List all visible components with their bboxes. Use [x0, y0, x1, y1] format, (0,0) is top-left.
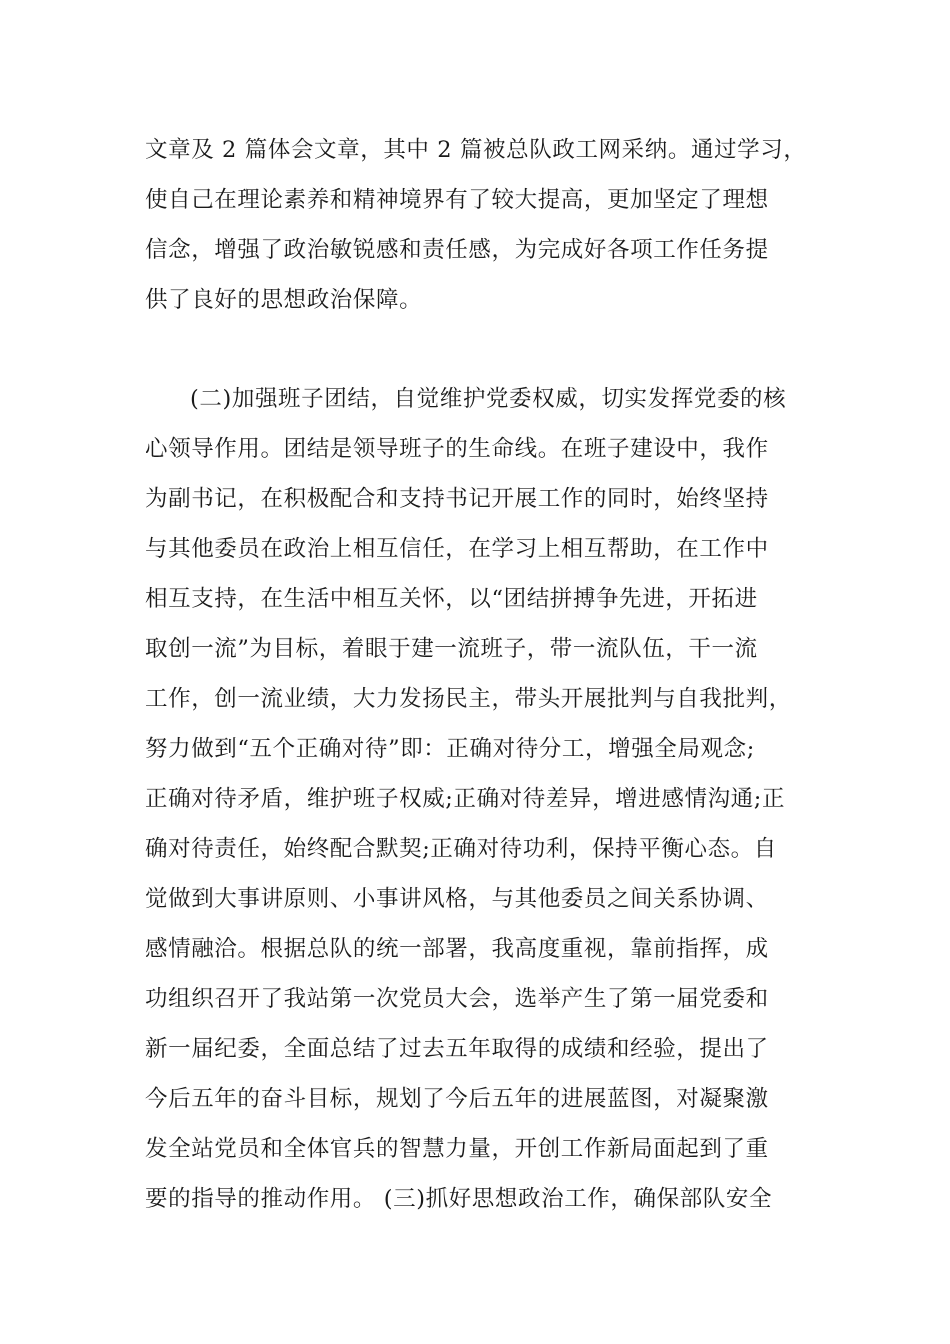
text-line: 发全站党员和全体官兵的智慧力量，开创工作新局面起到了重: [145, 1136, 769, 1162]
text-line: 感情融洽。根据总队的统一部署，我高度重视，靠前指挥，成: [145, 936, 769, 962]
text-line: 正确对待矛盾，维护班子权威;正确对待差异，增进感情沟通;正: [145, 786, 786, 812]
text-line: 使自己在理论素养和精神境界有了较大提高，更加坚定了理想: [145, 187, 769, 213]
text-line: 工作，创一流业绩，大力发扬民主，带头开展批判与自我批判，: [145, 686, 792, 712]
text-line: 取创一流”为目标，着眼于建一流班子，带一流队伍，干一流: [145, 636, 758, 662]
text-line: 与其他委员在政治上相互信任，在学习上相互帮助，在工作中: [145, 536, 769, 562]
text-line: 心领导作用。团结是领导班子的生命线。在班子建设中，我作: [145, 436, 769, 462]
text-line: 文章及 2 篇体会文章，其中 2 篇被总队政工网采纳。通过学习，: [145, 137, 807, 163]
paragraph-heading-line: (二)加强班子团结，自觉维护党委权威，切实发挥党委的核: [190, 386, 787, 412]
text-line: 努力做到“五个正确对待”即：正确对待分工，增强全局观念;: [145, 736, 755, 762]
text-line: 今后五年的奋斗目标，规划了今后五年的进展蓝图，对凝聚激: [145, 1086, 769, 1112]
text-line: 为副书记，在积极配合和支持书记开展工作的同时，始终坚持: [145, 486, 769, 512]
text-line: 相互支持，在生活中相互关怀，以“团结拼搏争先进，开拓进: [145, 586, 758, 612]
text-line: 觉做到大事讲原则、小事讲风格，与其他委员之间关系协调、: [145, 886, 769, 912]
text-line: 新一届纪委，全面总结了过去五年取得的成绩和经验，提出了: [145, 1036, 769, 1062]
text-line: 要的指导的推动作用。 (三)抓好思想政治工作，确保部队安全: [145, 1186, 773, 1212]
text-line: 信念，增强了政治敏锐感和责任感，为完成好各项工作任务提: [145, 237, 769, 263]
text-line: 功组织召开了我站第一次党员大会，选举产生了第一届党委和: [145, 986, 769, 1012]
text-line: 供了良好的思想政治保障。: [145, 287, 423, 313]
text-line: 确对待责任，始终配合默契;正确对待功利，保持平衡心态。自: [145, 836, 777, 862]
